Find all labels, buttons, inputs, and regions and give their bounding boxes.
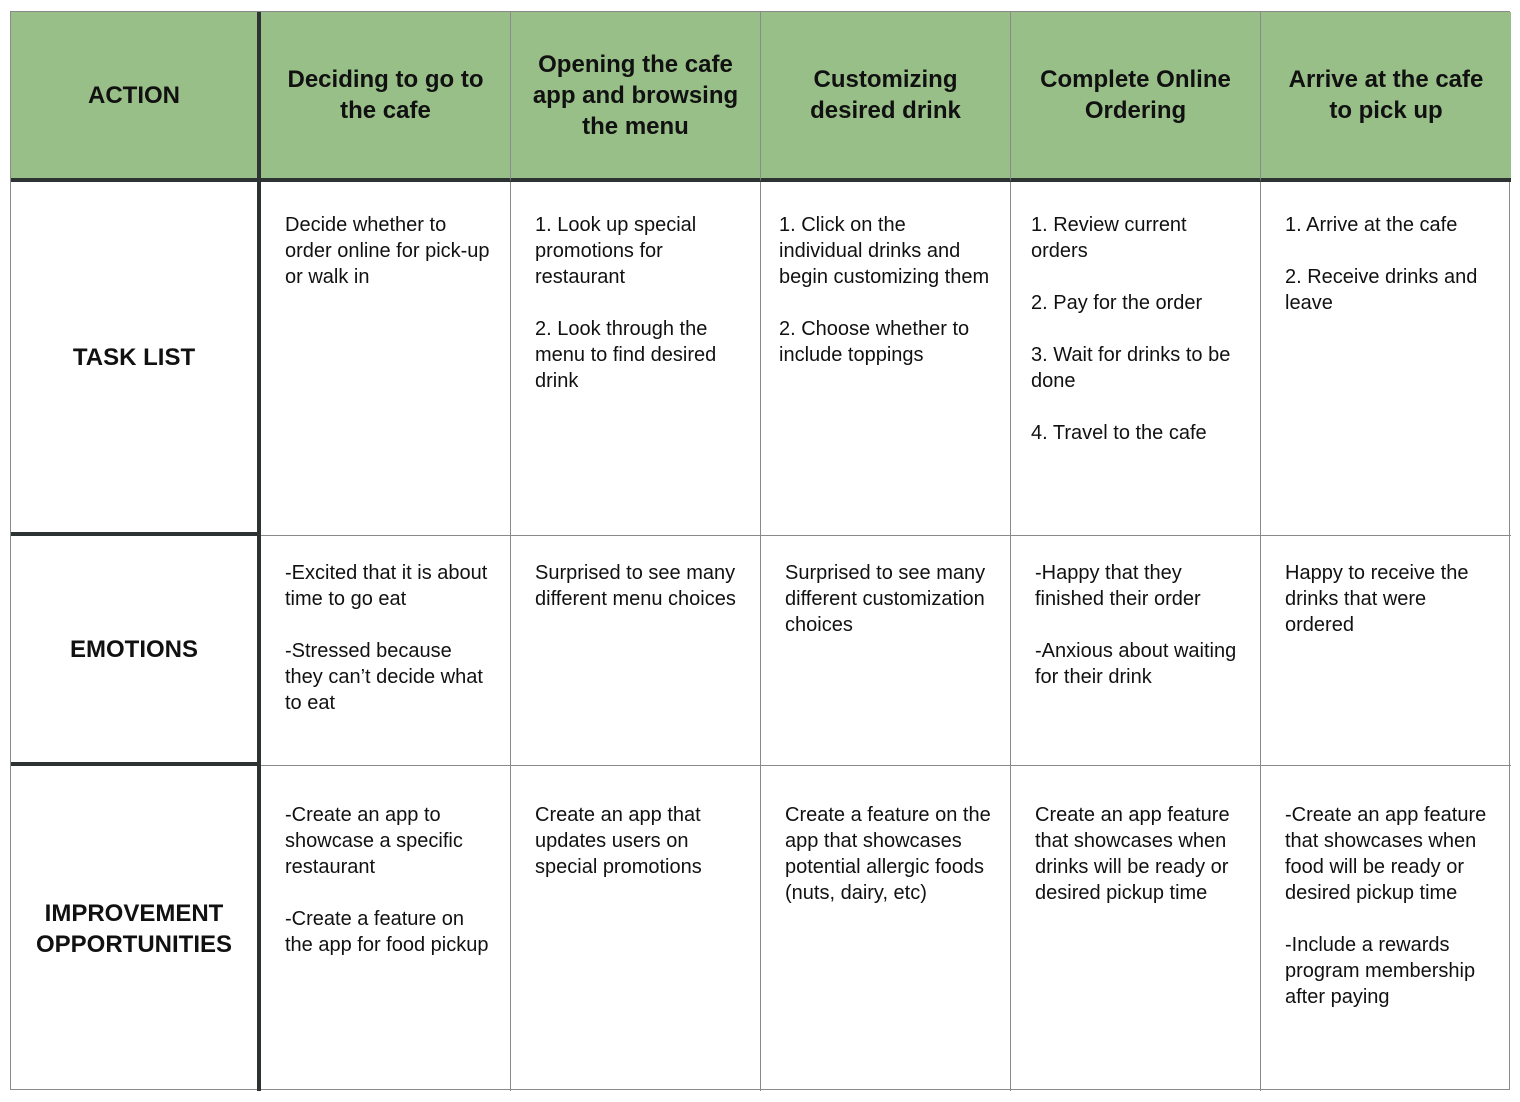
header-action: ACTION <box>11 12 261 182</box>
journey-map-table <box>10 11 1510 1090</box>
header-stage-deciding: Deciding to go to the cafe <box>261 12 511 182</box>
task-cell-ordering <box>1011 182 1261 536</box>
cell-text: 1. Look up special promotions for restaurant <box>535 214 697 288</box>
emotion-cell-deciding <box>261 536 511 766</box>
cell-text: 2. Receive drinks and leave <box>1285 266 1478 314</box>
cell-text: -Excited that it is about time to go eat <box>285 562 488 610</box>
header-stage-ordering: Complete Online Ordering <box>1011 12 1261 182</box>
emotion-cell-customizing <box>761 536 1011 766</box>
cell-text: 3. Wait for drinks to be done <box>1031 344 1231 392</box>
row-label-emotions: EMOTIONS <box>11 536 261 766</box>
cell-text: -Include a rewards program membership after paying <box>1285 934 1476 1008</box>
task-cell-customizing <box>761 182 1011 536</box>
row-label-improvement: IMPROVEMENT OPPORTUNITIES <box>11 766 261 1091</box>
emotion-cell-browsing <box>511 536 761 766</box>
cell-text: Create an app that updates users on special promotions <box>535 804 702 878</box>
task-cell-pickup <box>1261 182 1511 536</box>
cell-text: -Create an app feature that showcases when food will be ready or desired pickup time <box>1285 804 1487 904</box>
improvement-cell-deciding <box>261 766 511 1091</box>
cell-text: Surprised to see many different customization choices <box>785 562 986 636</box>
improvement-cell-pickup <box>1261 766 1511 1091</box>
cell-text: Create a feature on the app that showcases potential allergic foods (nuts, dairy, etc) <box>785 804 991 904</box>
cell-text: Happy to receive the drinks that were ordered <box>1285 562 1469 636</box>
row-label-task-list: TASK LIST <box>11 182 261 536</box>
improvement-cell-customizing <box>761 766 1011 1091</box>
improvement-cell-browsing <box>511 766 761 1091</box>
emotion-cell-ordering <box>1011 536 1261 766</box>
task-cell-deciding <box>261 182 511 536</box>
improvement-cell-ordering <box>1011 766 1261 1091</box>
cell-text: -Happy that they finished their order <box>1035 562 1201 610</box>
cell-text: 2. Pay for the order <box>1031 292 1203 314</box>
emotion-cell-pickup <box>1261 536 1511 766</box>
cell-text: 2. Look through the menu to find desired drink <box>535 318 717 392</box>
cell-text: 1. Click on the individual drinks and begin customizing them <box>779 214 990 288</box>
cell-text: 4. Travel to the cafe <box>1031 422 1207 444</box>
cell-text: 1. Review current orders <box>1031 214 1187 262</box>
cell-text: -Stressed because they can’t decide what to eat <box>285 640 483 714</box>
cell-text: Decide whether to order online for pick-up or walk in <box>285 214 490 288</box>
cell-text: Create an app feature that showcases when drinks will be ready or desired pickup time <box>1035 804 1230 904</box>
header-stage-customizing: Customizing desired drink <box>761 12 1011 182</box>
header-stage-pickup: Arrive at the cafe to pick up <box>1261 12 1511 182</box>
task-cell-browsing <box>511 182 761 536</box>
header-stage-browsing: Opening the cafe app and browsing the menu <box>511 12 761 182</box>
cell-text: 2. Choose whether to include toppings <box>779 318 970 366</box>
cell-text: -Anxious about waiting for their drink <box>1035 640 1237 688</box>
cell-text: 1. Arrive at the cafe <box>1285 214 1458 236</box>
cell-text: Surprised to see many different menu choices <box>535 562 736 610</box>
cell-text: -Create a feature on the app for food pickup <box>285 908 489 956</box>
cell-text: -Create an app to showcase a specific restaurant <box>285 804 463 878</box>
